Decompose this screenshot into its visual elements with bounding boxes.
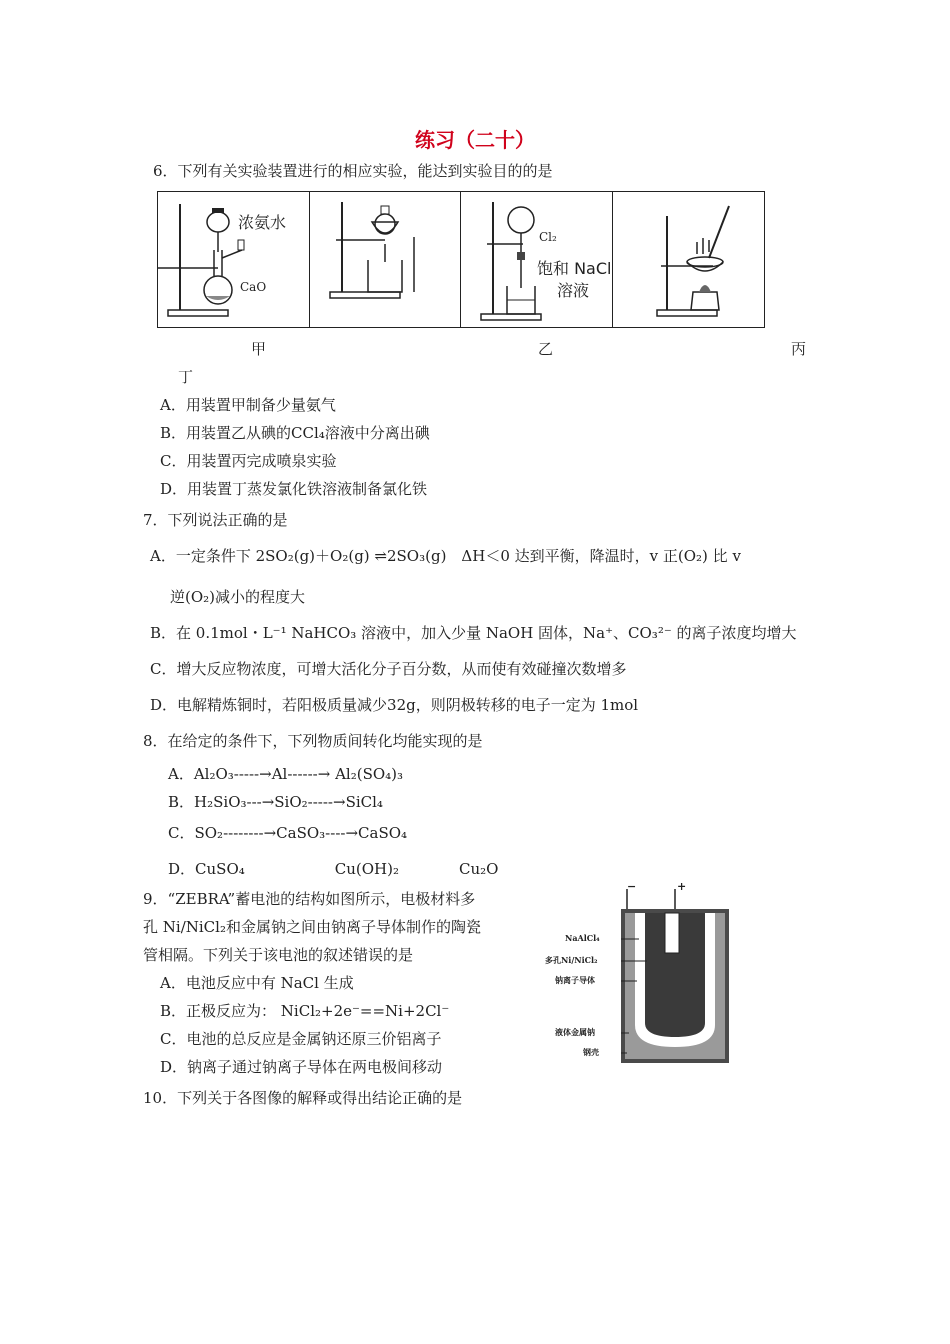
label-cao: CaO — [240, 280, 267, 294]
q9-option-c: C．电池的总反应是金属钠还原三价铝离子 — [160, 1030, 442, 1048]
page-title: 练习（二十） — [415, 128, 535, 152]
zebra-battery-figure — [545, 880, 735, 1065]
q7-option-a-line2: 逆(O₂)减小的程度大 — [170, 588, 306, 606]
apparatus-table — [157, 191, 765, 328]
caption-jia: 甲 — [251, 340, 267, 358]
apparatus-ding-drawing — [613, 192, 765, 326]
q9-stem-line2: 孔 Ni/NiCl₂和金属钠之间由钠离子导体制作的陶瓷 — [143, 918, 481, 936]
q8-stem: 8．在给定的条件下，下列物质间转化均能实现的是 — [143, 732, 483, 750]
q9-option-d: D．钠离子通过钠离子导体在两电极间移动 — [160, 1058, 443, 1076]
q9-option-a: A．电池反应中有 NaCl 生成 — [160, 974, 354, 992]
apparatus-jia — [158, 192, 310, 327]
q6-option-b: B．用装置乙从碘的CCl₄溶液中分离出碘 — [160, 424, 430, 442]
negative-terminal-label: − — [627, 880, 637, 893]
label-liquid-na: 液体金属钠 — [555, 1027, 595, 1037]
caption-bing: 丙 — [791, 340, 807, 358]
q8-option-a: A．Al₂O₃-----→Al------→ Al₂(SO₄)₃ — [168, 765, 404, 783]
q8-option-b: B．H₂SiO₃---→SiO₂-----→SiCl₄ — [168, 793, 383, 811]
q7-stem: 7．下列说法正确的是 — [143, 511, 288, 529]
q9-option-b: B．正极反应为： NiCl₂+2e⁻==Ni+2Cl⁻ — [160, 1002, 450, 1020]
label-cl2: Cl₂ — [539, 230, 557, 244]
q7-option-c: C．增大反应物浓度，可增大活化分子百分数，从而使有效碰撞次数增多 — [150, 660, 627, 678]
q6-option-c: C．用装置丙完成喷泉实验 — [160, 452, 337, 470]
label-steel-shell: 钢壳 — [583, 1047, 599, 1057]
apparatus-yi — [310, 192, 461, 327]
q8-option-c: C．SO₂--------→CaSO₃----→CaSO₄ — [168, 824, 408, 842]
label-sat-nacl: 饱和 NaCl — [537, 259, 612, 278]
positive-terminal-label: + — [677, 880, 687, 893]
label-conc-ammonia: 浓氨水 — [238, 213, 287, 232]
q7-option-a-line1: A．一定条件下 2SO₂(g)＋O₂(g) ⇌2SO₃(g) ΔH＜0 达到平衡，降温时，v 正(O₂) 比 v — [150, 547, 741, 565]
q6-option-d: D．用装置丁蒸发氯化铁溶液制备氯化铁 — [160, 480, 428, 498]
apparatus-ding — [613, 192, 766, 327]
q7-option-d: D．电解精炼铜时，若阳极质量减少32g，则阴极转移的电子一定为 1mol — [150, 696, 639, 714]
q8-option-d: D．CuSO₄ Cu(OH)₂ Cu₂O — [168, 860, 499, 878]
q7-option-b: B．在 0.1mol・L⁻¹ NaHCO₃ 溶液中，加入少量 NaOH 固体，Na⁺、CO₃²⁻ 的离子浓度均增大 — [150, 624, 797, 642]
label-na-conductor: 钠离子导体 — [555, 975, 595, 985]
q10-stem: 10．下列关于各图像的解释或得出结论正确的是 — [143, 1089, 463, 1107]
label-solution: 溶液 — [557, 281, 590, 300]
caption-yi: 乙 — [538, 340, 554, 358]
apparatus-bing — [461, 192, 613, 327]
q6-stem: 6．下列有关实验装置进行的相应实验，能达到实验目的的是 — [153, 162, 553, 180]
q9-stem-line3: 管相隔。下列关于该电池的叙述错误的是 — [143, 946, 414, 964]
label-naalcl4: NaAlCl₄ — [565, 933, 600, 943]
apparatus-yi-drawing — [310, 192, 460, 326]
caption-ding: 丁 — [178, 368, 194, 386]
q6-option-a: A．用装置甲制备少量氨气 — [160, 396, 336, 414]
q9-stem-line1: 9．“ZEBRA”蓄电池的结构如图所示，电极材料多 — [143, 890, 476, 908]
label-ni-nicl2: 多孔Ni/NiCl₂ — [545, 955, 598, 965]
